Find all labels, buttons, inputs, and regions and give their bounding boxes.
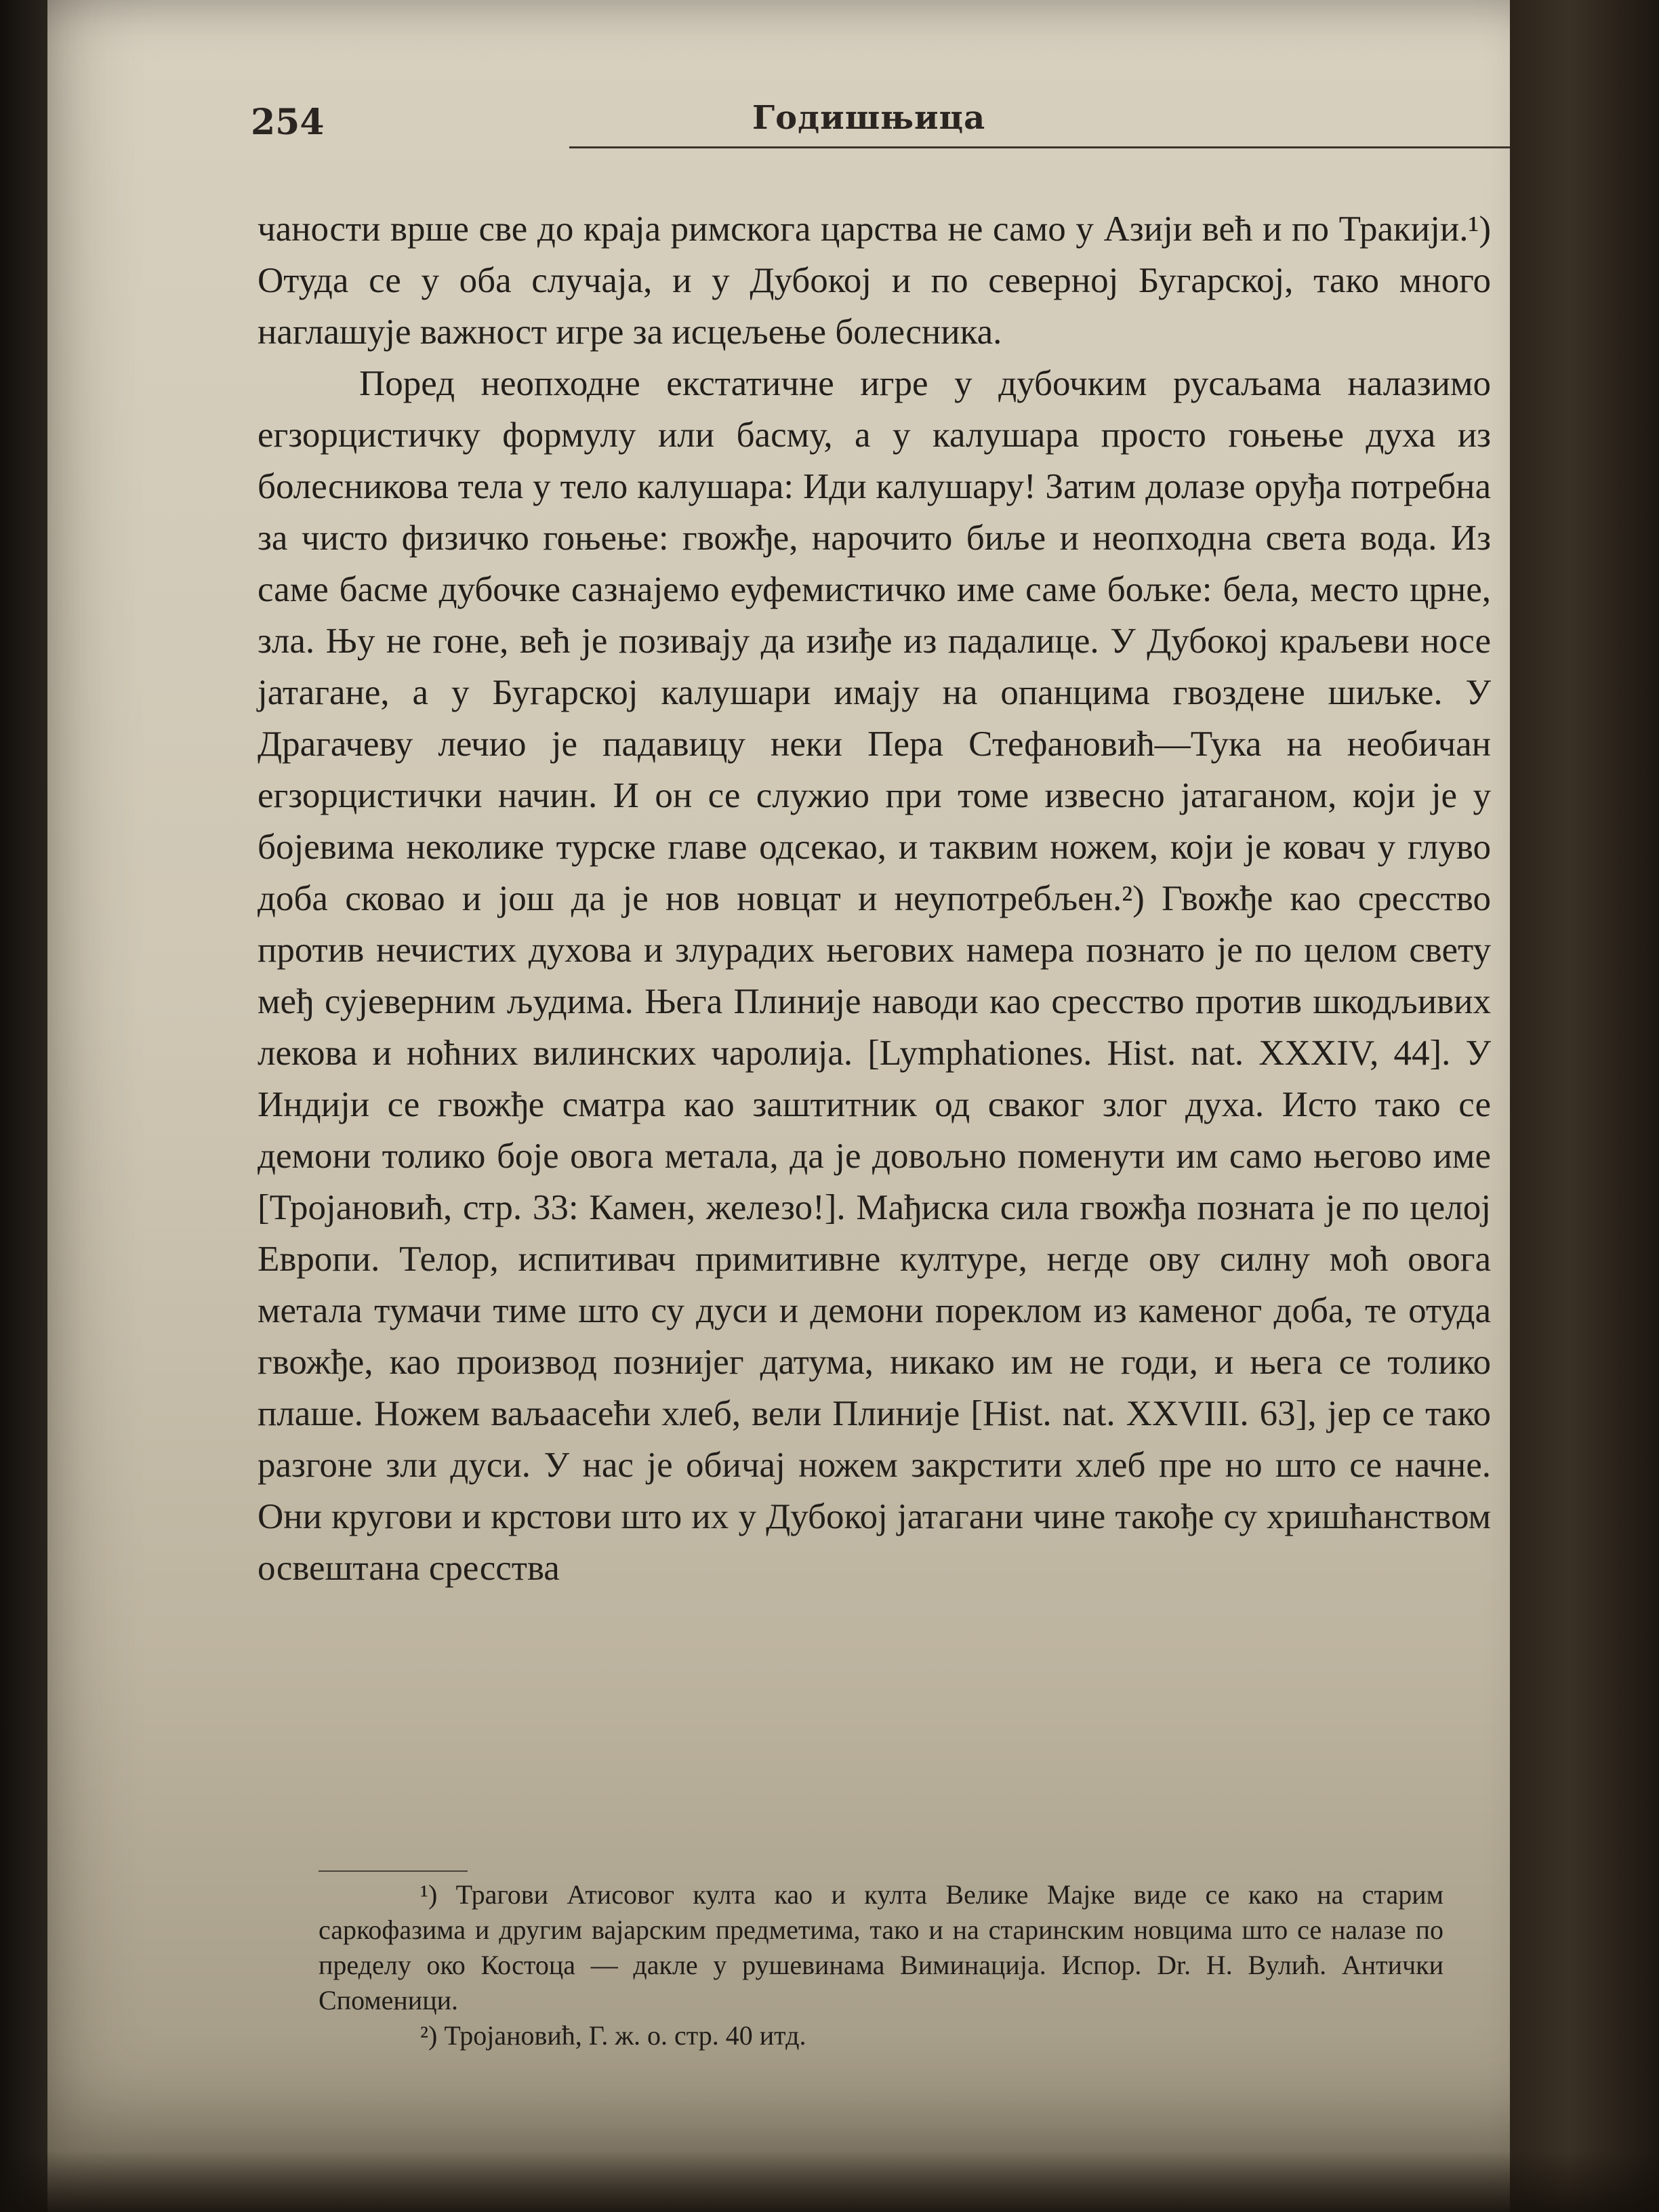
footnote-2: ²) Тројановић, Г. ж. о. стр. 40 итд. — [420, 2020, 806, 2051]
adjacent-page-edge — [1510, 0, 1659, 2212]
footnotes — [319, 1877, 1443, 2053]
footnote-rule — [319, 1870, 468, 1872]
book-page — [47, 0, 1579, 2212]
footnote-1: ¹) Трагови Атисовог култа као и култа Велике Мајке виде се како на старим саркофазима и другим вајарским предметима, тако и на старинским новцима што се налазе по пределу око Костоца — дакле у рушевинама Виминација. Испор. Dr. Н. Вулић. Антички Споменици. — [319, 1879, 1443, 2015]
paragraph-2: Поред неопходне екстатичне игре у дубочким русаљама налазимо егзорцистичку формулу или басму, а у калушара просто гоњење духа из болесникова тела у тело калушара: Иди калушару! Затим долазе оруђа потребна за чисто физичко гоњење: гвожђе, нарочито биље и неопходна света вода. Из саме басме дубочке сазнајемо еуфемистичко име саме бољке: бела, место црне, зла. Њу не гоне, већ је позивају да изиђе из падалице. У Дубокој краљеви носе јатагане, а у Бугарској калушари имају на опанцима гвоздене шиљке. У Драгачеву лечио је падавицу неки Пера Стефановић—Тука на необичан егзорцистички начин. И он се служио при томе извесно јатаганом, који је у бојевима неколике турске главе одсекао, и таквим ножем, који је ковач у глуво доба сковао и још да је нов новцат и неупотребљен.²) Гвожђе као сресство против нечистих духова и злурадих његових намера познато је по целом свету међ сујеверним људима. Њега Плиније наводи као сресство против шкодљивих лекова и ноћних вилинских чаролија. [Lymphationes. Hist. nat. XXXIV, 44]. У Индији се гвожђе сматра као заштитник од сваког злог духа. Исто тако се демони толико боје овога метала, да је довољно поменути им само његово име [Тројановић, стр. 33: Камен, железо!]. Мађиска сила гвожђа позната је по целој Европи. Телор, испитивач примитивне културе, негде ову силну моћ овога метала тумачи тиме што су дуси и демони пореклом из каменог доба, те отуда гвожђе, као производ познијег датума, никако им не годи, и њега се толико плаше. Ножем ваљаасећи хлеб, вели Плиније [Hist. nat. XXVIII. 63], јер се тако разгоне зли дуси. У нас је обичај ножем закрстити хлеб пре но што се начне. Они кругови и крстови што их у Дубокој јатагани чине такође су хришћанством освештана сресства — [258, 364, 1491, 1588]
page-number: 254 — [251, 102, 325, 143]
bottom-shadow — [0, 2151, 1659, 2212]
paragraph-1: чаности врше све до краја римскога царства не само у Азији већ и по Тракији.¹) Отуда се у оба случаја, и у Дубокој и по северној Бугарској, тако много наглашује важност игре за исцељење болесника. — [258, 209, 1491, 352]
running-title: Годишњица — [752, 99, 986, 137]
page-header — [251, 99, 1511, 149]
body-text — [258, 203, 1491, 1594]
header-rule — [569, 146, 1659, 148]
